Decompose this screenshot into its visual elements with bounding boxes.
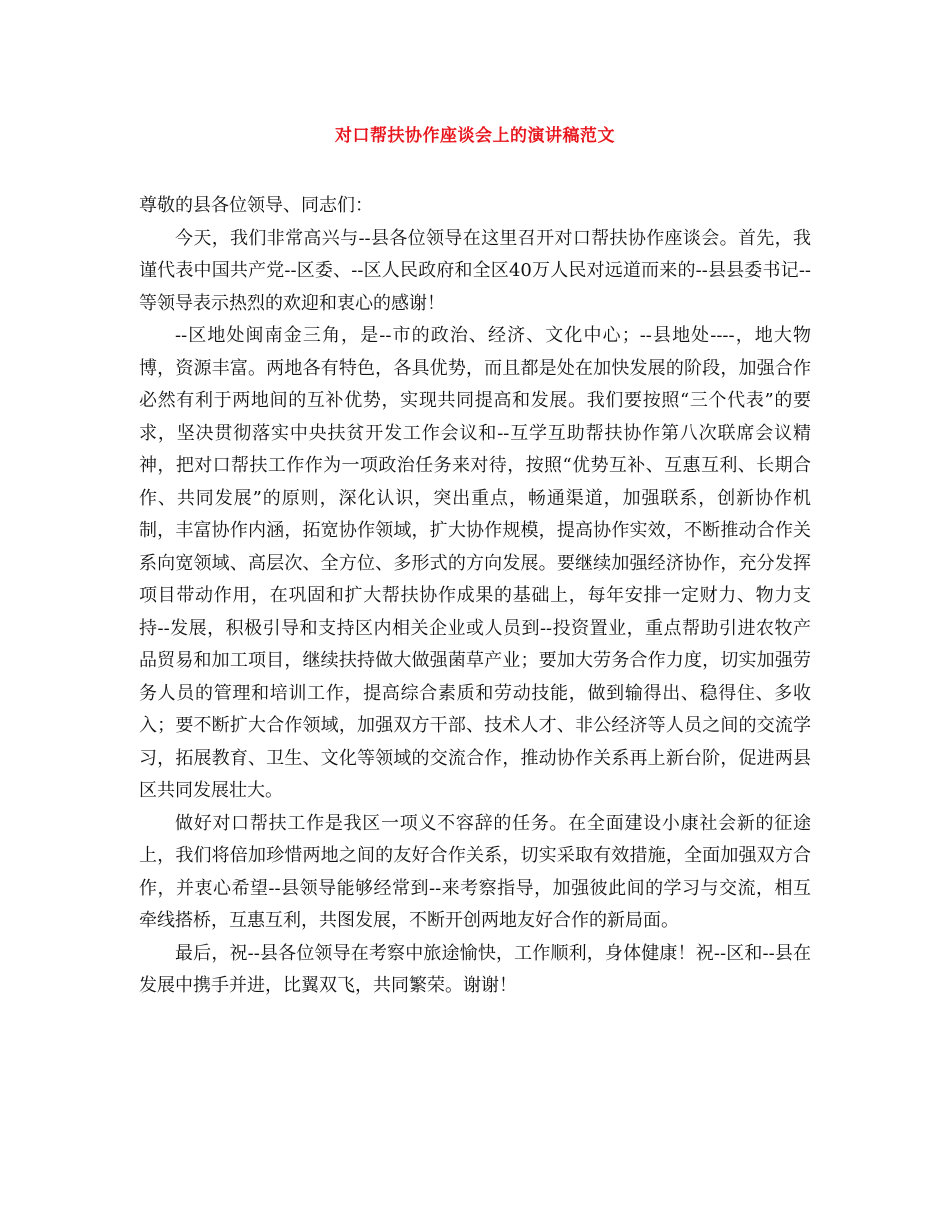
paragraph-cooperation: --区地处闽南金三角，是--市的政治、经济、文化中心；--县地处----，地大物博，资源丰富。两地各有特色，各具优势，而且都是处在加快发展的阶段，加强合作必然有利于两地间的互补优势，实现共同提高和发展。我们要按照“三个代表”的要求，坚决贯彻落实中央扶贫开发工作会议和--互学互助帮扶协作第八次联席会议精神，把对口帮扶工作作为一项政治任务来对待，按照“优势互补、互惠互利、长期合作、共同发展”的原则，深化认识，突出重点，畅通渠道，加强联系，创新协作机制，丰富协作内涵，拓宽协作领域，扩大协作规模，提高协作实效，不断推动合作关系向宽领域、高层次、全方位、多形式的方向发展。要继续加强经济协作，充分发挥项目带动作用，在巩固和扩大帮扶协作成果的基础上，每年安排一定财力、物力支持--发展，积极引导和支持区内相关企业或人员到--投资置业，重点帮助引进农牧产品贸易和加工项目，继续扶持做大做强菌草产业；要加大劳务合作力度，切实加强劳务人员的管理和培训工作，提高综合素质和劳动技能，做到输得出、稳得住、多收入；要不断扩大合作领域，加强双方干部、技术人才、非公经济等人员之间的交流学习，拓展教育、卫生、文化等领域的交流合作，推动协作关系再上新台阶，促进两县区共同发展壮大。	[139, 325, 811, 801]
document-title: 对口帮扶协作座谈会上的演讲稿范文	[335, 126, 615, 146]
salutation: 尊敬的县各位领导、同志们：	[139, 195, 373, 216]
document-body	[139, 190, 811, 1003]
paragraph-closing: 最后，祝--县各位领导在考察中旅途愉快，工作顺利，身体健康！祝--区和--县在发展中携手并进，比翼双飞，共同繁荣。谢谢！	[139, 942, 811, 996]
paragraph-commitment: 做好对口帮扶工作是我区一项义不容辞的任务。在全面建设小康社会新的征途上，我们将倍加珍惜两地之间的友好合作关系，切实采取有效措施，全面加强双方合作，并衷心希望--县领导能够经常到--来考察指导，加强彼此间的学习与交流，相互牵线搭桥，互惠互利，共图发展，不断开创两地友好合作的新局面。	[139, 812, 811, 931]
paragraph-welcome: 今天，我们非常高兴与--县各位领导在这里召开对口帮扶协作座谈会。首先，我谨代表中国共产党--区委、--区人民政府和全区40万人民对远道而来的--县县委书记--等领导表示热烈的欢迎和衷心的感谢！	[139, 227, 811, 314]
